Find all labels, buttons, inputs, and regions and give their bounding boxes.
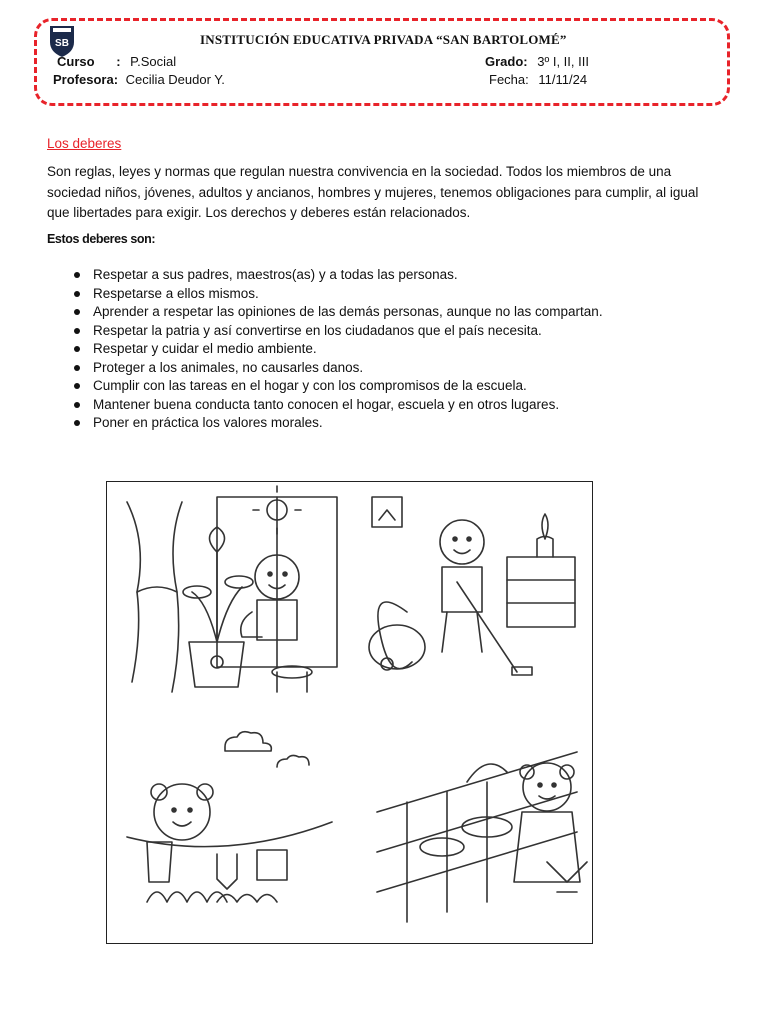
list-item: Respetarse a ellos mismos. bbox=[47, 285, 603, 304]
logo-text: SB bbox=[55, 38, 69, 49]
list-item: Cumplir con las tareas en el hogar y con los compromisos de la escuela. bbox=[47, 377, 603, 396]
grado-label: Grado: bbox=[485, 54, 528, 69]
duties-list bbox=[47, 266, 603, 433]
list-item: Mantener buena conducta tanto conocen el hogar, escuela y en otros lugares. bbox=[47, 396, 603, 415]
curso-value: P.Social bbox=[130, 54, 177, 69]
fecha-row bbox=[489, 72, 587, 87]
intro-paragraph: Son reglas, leyes y normas que regulan nuestra convivencia en la sociedad. Todos los miembros de una sociedad niños, jóvenes, adultos y ancianos, hombres y mujeres, tenemos obligaciones para cumplir, al igual que libertades para exigir. Los derechos y deberes están relacionados. bbox=[47, 164, 699, 220]
list-item: Respetar la patria y así convertirse en los ciudadanos que el país necesita. bbox=[47, 322, 603, 341]
curso-separator: : bbox=[116, 54, 121, 69]
section-title: Los deberes bbox=[47, 136, 122, 151]
curso-row bbox=[57, 54, 176, 69]
profesora-row bbox=[53, 72, 225, 87]
profesora-value: Cecilia Deudor Y. bbox=[125, 72, 225, 87]
grado-row bbox=[485, 54, 589, 69]
list-heading: Estos deberes son: bbox=[47, 232, 156, 246]
grado-value: 3º I, II, III bbox=[537, 54, 589, 69]
list-item: Respetar a sus padres, maestros(as) y a todas las personas. bbox=[47, 266, 603, 285]
scene-washing-dishes bbox=[377, 752, 587, 922]
list-item: Poner en práctica los valores morales. bbox=[47, 414, 603, 433]
curso-label: Curso bbox=[57, 54, 95, 69]
fecha-label: Fecha: bbox=[489, 72, 529, 87]
scene-vacuuming bbox=[369, 497, 575, 675]
list-item: Aprender a respetar las opiniones de las demás personas, aunque no las compartan. bbox=[47, 303, 603, 322]
scene-hanging-laundry bbox=[127, 732, 332, 902]
list-item: Proteger a los animales, no causarles danos. bbox=[47, 359, 603, 378]
scene-watering-plant bbox=[127, 486, 337, 692]
school-logo bbox=[48, 24, 76, 58]
school-name: INSTITUCIÓN EDUCATIVA PRIVADA “SAN BARTOLOMÉ” bbox=[200, 32, 567, 47]
profesora-label: Profesora: bbox=[53, 72, 119, 87]
chores-illustration bbox=[106, 481, 593, 944]
list-item: Respetar y cuidar el medio ambiente. bbox=[47, 340, 603, 359]
fecha-value: 11/11/24 bbox=[538, 72, 588, 87]
